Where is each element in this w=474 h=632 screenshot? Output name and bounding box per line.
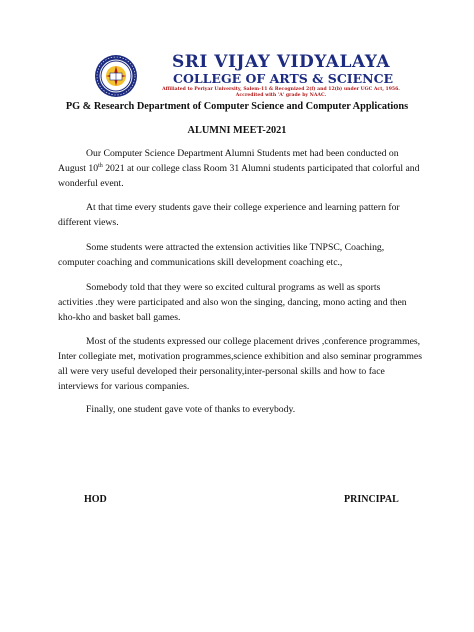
paragraph-line: Some students were attracted the extension activities like TNPSC, Coaching, <box>86 242 385 253</box>
paragraph-line: Inter collegiate met, motivation programmes,science exhibition and also seminar programmes <box>58 351 422 362</box>
principal-signature-label: PRINCIPAL <box>344 494 399 505</box>
hod-signature-label: HOD <box>84 494 107 505</box>
paragraph-line: computer coaching and communications skill development coaching etc., <box>58 257 343 268</box>
paragraph-2 <box>58 200 418 230</box>
paragraph-line: At that time every students gave their college experience and learning pattern for <box>86 202 400 213</box>
paragraph-5 <box>58 334 422 394</box>
paragraph-4 <box>58 280 418 325</box>
paragraph-line: Finally, one student gave vote of thanks to everybody. <box>86 404 296 415</box>
paragraph-line: Somebody told that they were so excited cultural programs as well as sports <box>86 282 381 293</box>
college-subtitle: COLLEGE OF ARTS & SCIENCE <box>173 71 394 86</box>
paragraph-3 <box>58 240 418 270</box>
paragraph-line: Most of the students expressed our college placement drives ,conference programmes, <box>86 336 421 347</box>
paragraph-line: different views. <box>58 217 119 228</box>
paragraph-line: Our Computer Science Department Alumni Students met had been conducted on <box>86 148 399 159</box>
paragraph-line: all were very useful developed their personality,inter-personal skills and how to face <box>58 366 385 377</box>
paragraph-1 <box>58 146 418 191</box>
college-name: SRI VIJAY VIDYALAYA <box>172 52 391 72</box>
paragraph-line: wonderful event. <box>58 178 124 189</box>
department-heading: PG & Research Department of Computer Science and Computer Applications <box>65 101 409 112</box>
accreditation-line: Accredited with 'A' grade by NAAC. <box>235 93 327 98</box>
letterhead <box>94 52 404 100</box>
paragraph-line: interviews for various companies. <box>58 381 190 392</box>
event-title: ALUMNI MEET-2021 <box>187 125 287 136</box>
paragraph-line: August 10th 2021 at our college class Room 31 Alumni students participated that colorful and <box>58 162 420 174</box>
paragraph-6 <box>58 402 418 417</box>
college-emblem-icon <box>94 54 138 98</box>
affiliation-line: Affiliated to Periyar University, Salem-11 & Recognized 2(f) and 12(b) under UGC Act, 1956. <box>162 87 400 92</box>
paragraph-line: kho-kho and basket ball games. <box>58 312 181 323</box>
paragraph-line: activities .they were participated and also won the singing, dancing, mono acting and then <box>58 297 407 308</box>
